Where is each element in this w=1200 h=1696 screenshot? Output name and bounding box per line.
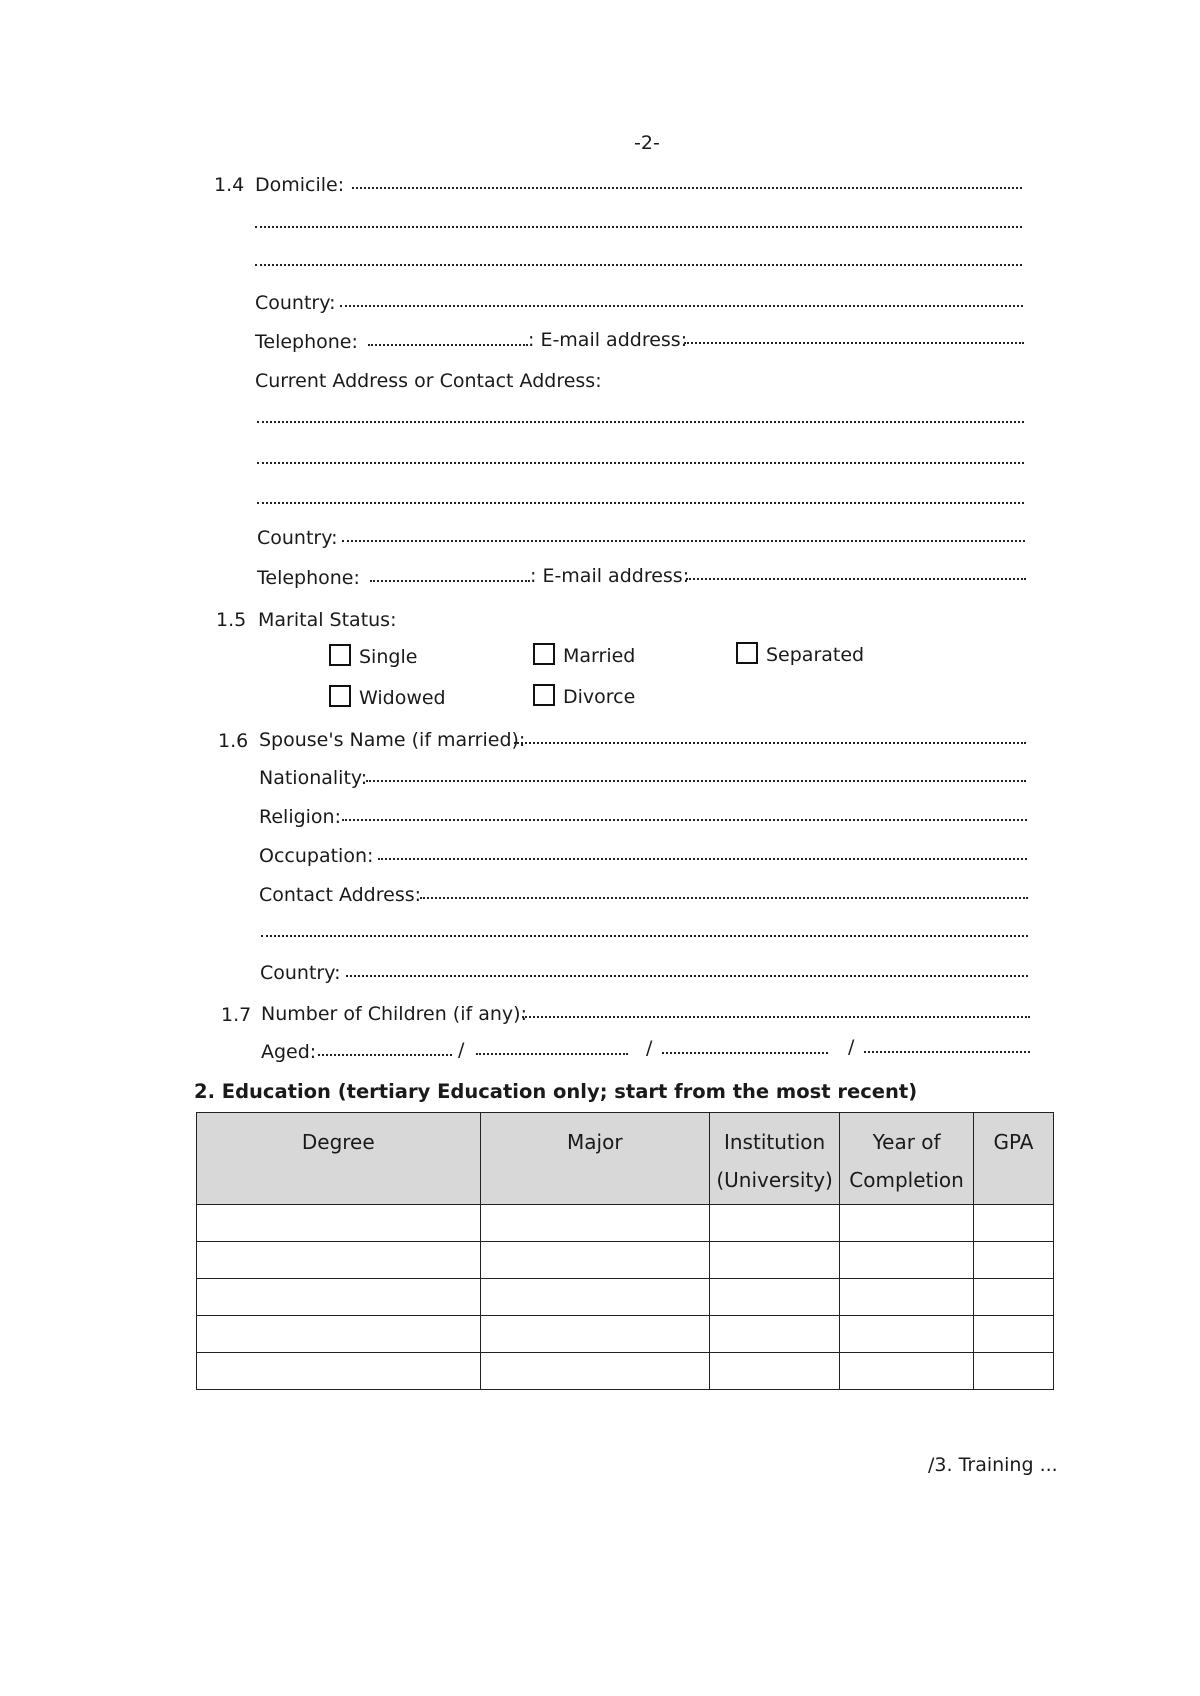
year-cell[interactable] bbox=[840, 1279, 974, 1316]
degree-cell[interactable] bbox=[197, 1353, 481, 1390]
telephone2-line[interactable] bbox=[370, 580, 530, 582]
domicile-line-3[interactable] bbox=[255, 264, 1022, 266]
col-gpa: GPA bbox=[974, 1113, 1054, 1205]
page-number: -2- bbox=[634, 132, 660, 154]
country-label: Country: bbox=[255, 292, 336, 314]
option-widowed: Widowed bbox=[359, 687, 446, 709]
major-cell[interactable] bbox=[480, 1279, 710, 1316]
institution-cell[interactable] bbox=[710, 1205, 840, 1242]
section-number-1-6: 1.6 bbox=[218, 730, 249, 752]
checkbox-widowed[interactable] bbox=[329, 685, 351, 707]
gpa-cell[interactable] bbox=[974, 1316, 1054, 1353]
aged-line-2[interactable] bbox=[476, 1053, 628, 1055]
institution-cell[interactable] bbox=[710, 1279, 840, 1316]
occupation-line[interactable] bbox=[378, 858, 1027, 860]
aged-separator-1: / bbox=[458, 1039, 465, 1061]
year-cell[interactable] bbox=[840, 1242, 974, 1279]
religion-label: Religion: bbox=[259, 806, 342, 828]
gpa-cell[interactable] bbox=[974, 1205, 1054, 1242]
telephone-label: Telephone: bbox=[255, 331, 358, 353]
checkbox-married[interactable] bbox=[533, 643, 555, 665]
email-line[interactable] bbox=[684, 342, 1024, 344]
checkbox-single[interactable] bbox=[329, 644, 351, 666]
marital-status-label: Marital Status: bbox=[258, 609, 397, 631]
year-cell[interactable] bbox=[840, 1353, 974, 1390]
children-line[interactable] bbox=[522, 1016, 1030, 1018]
option-single: Single bbox=[359, 646, 418, 668]
table-row bbox=[197, 1316, 1054, 1353]
footer-continuation: /3. Training ... bbox=[928, 1454, 1058, 1476]
checkbox-separated[interactable] bbox=[736, 642, 758, 664]
section-number-1-4: 1.4 bbox=[214, 174, 245, 196]
email2-line[interactable] bbox=[686, 578, 1026, 580]
option-separated: Separated bbox=[766, 644, 865, 666]
country-line[interactable] bbox=[340, 305, 1023, 307]
degree-cell[interactable] bbox=[197, 1279, 481, 1316]
domicile-line-2[interactable] bbox=[255, 226, 1022, 228]
major-cell[interactable] bbox=[480, 1316, 710, 1353]
degree-cell[interactable] bbox=[197, 1316, 481, 1353]
aged-label: Aged: bbox=[261, 1041, 317, 1063]
option-divorce: Divorce bbox=[563, 686, 636, 708]
major-cell[interactable] bbox=[480, 1205, 710, 1242]
spouse-name-label: Spouse's Name (if married): bbox=[259, 729, 526, 751]
checkbox-divorce[interactable] bbox=[533, 684, 555, 706]
country2-line[interactable] bbox=[342, 540, 1025, 542]
country2-label: Country: bbox=[257, 527, 338, 549]
aged-line-1[interactable] bbox=[318, 1054, 452, 1056]
major-cell[interactable] bbox=[480, 1353, 710, 1390]
section-number-1-7: 1.7 bbox=[221, 1004, 252, 1026]
degree-cell[interactable] bbox=[197, 1242, 481, 1279]
current-address-line-3[interactable] bbox=[257, 502, 1024, 504]
current-address-line-1[interactable] bbox=[257, 421, 1024, 423]
education-heading: 2. Education (tertiary Education only; start from the most recent) bbox=[194, 1080, 918, 1103]
table-row bbox=[197, 1353, 1054, 1390]
domicile-label: Domicile: bbox=[255, 174, 345, 196]
spouse-name-line[interactable] bbox=[514, 742, 1026, 744]
education-table bbox=[196, 1112, 1054, 1390]
col-institution: Institution (University) bbox=[710, 1113, 840, 1205]
aged-line-3[interactable] bbox=[662, 1052, 828, 1054]
table-row bbox=[197, 1242, 1054, 1279]
col-year: Year of Completion bbox=[840, 1113, 974, 1205]
contact-address-line-2[interactable] bbox=[261, 935, 1028, 937]
table-row bbox=[197, 1279, 1054, 1316]
year-cell[interactable] bbox=[840, 1316, 974, 1353]
telephone-line[interactable] bbox=[368, 344, 528, 346]
major-cell[interactable] bbox=[480, 1242, 710, 1279]
current-address-line-2[interactable] bbox=[257, 462, 1024, 464]
religion-line[interactable] bbox=[342, 819, 1027, 821]
institution-cell[interactable] bbox=[710, 1316, 840, 1353]
gpa-cell[interactable] bbox=[974, 1242, 1054, 1279]
domicile-line-1[interactable] bbox=[352, 187, 1022, 189]
email2-label: : E-mail address: bbox=[530, 565, 690, 587]
telephone2-label: Telephone: bbox=[257, 567, 360, 589]
current-address-label: Current Address or Contact Address: bbox=[255, 370, 602, 392]
contact-address-label: Contact Address: bbox=[259, 884, 422, 906]
table-row bbox=[197, 1205, 1054, 1242]
institution-cell[interactable] bbox=[710, 1242, 840, 1279]
email-label: : E-mail address: bbox=[528, 329, 688, 351]
education-header-row bbox=[197, 1113, 1054, 1205]
option-married: Married bbox=[563, 645, 636, 667]
spouse-country-label: Country: bbox=[260, 962, 341, 984]
gpa-cell[interactable] bbox=[974, 1279, 1054, 1316]
aged-separator-3: / bbox=[848, 1036, 855, 1058]
section-number-1-5: 1.5 bbox=[216, 609, 247, 631]
children-label: Number of Children (if any): bbox=[261, 1003, 527, 1025]
gpa-cell[interactable] bbox=[974, 1353, 1054, 1390]
degree-cell[interactable] bbox=[197, 1205, 481, 1242]
nationality-line[interactable] bbox=[366, 780, 1026, 782]
year-cell[interactable] bbox=[840, 1205, 974, 1242]
col-major: Major bbox=[480, 1113, 710, 1205]
contact-address-line-1[interactable] bbox=[420, 897, 1028, 899]
institution-cell[interactable] bbox=[710, 1353, 840, 1390]
aged-line-4[interactable] bbox=[864, 1051, 1030, 1053]
occupation-label: Occupation: bbox=[259, 845, 374, 867]
aged-separator-2: / bbox=[646, 1037, 653, 1059]
nationality-label: Nationality: bbox=[259, 767, 368, 789]
col-degree: Degree bbox=[197, 1113, 481, 1205]
spouse-country-line[interactable] bbox=[346, 975, 1028, 977]
